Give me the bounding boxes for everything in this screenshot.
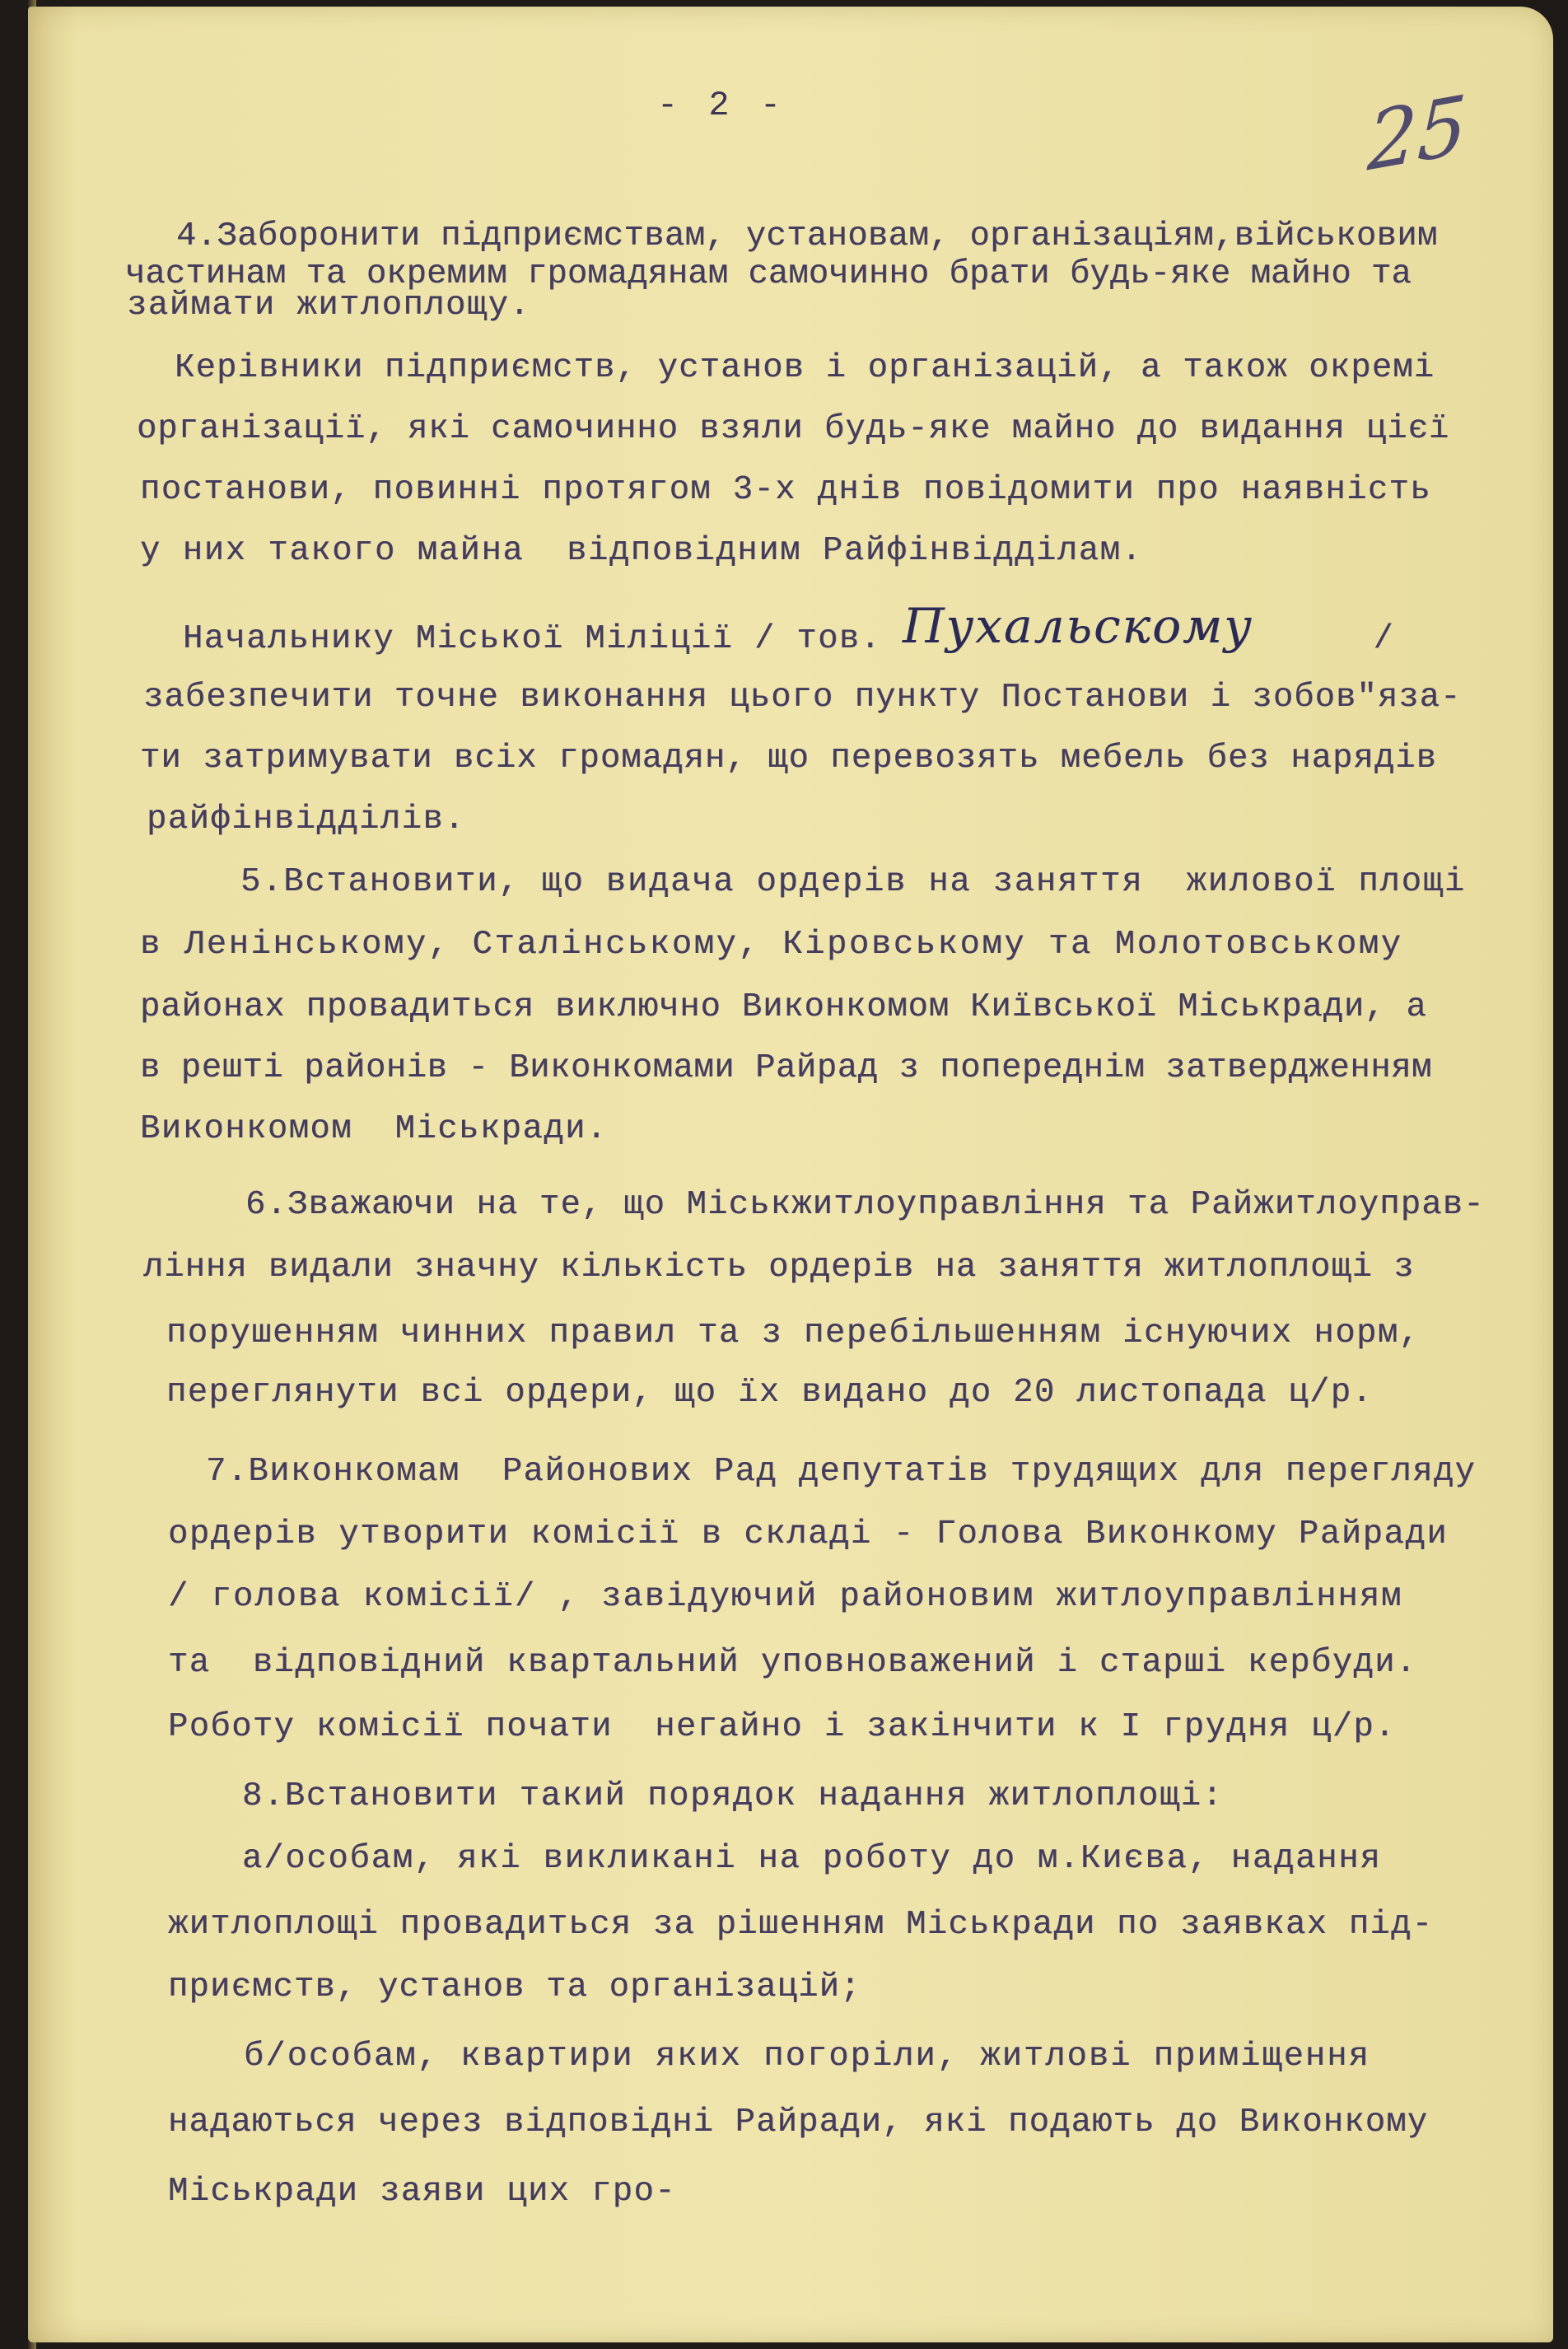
text-line: районах провадиться виключно Виконкомом Київської Міськради, а	[140, 988, 1427, 1026]
text-line: 6.Зважаючи на те, що Міськжитлоуправління та Райжитлоуправ-	[245, 1186, 1485, 1224]
text-line: частинам та окремим громадянам самочинно брати будь-яке майно та	[125, 255, 1412, 293]
text-line: у них такого майна відповідним Райфінвідділам.	[140, 532, 1143, 570]
text-line: 7.Виконкомам Районових Рад депутатів трудящих для перегляду	[206, 1453, 1477, 1491]
text-line: постанови, повинні протягом 3-х днів повідомити про наявність	[140, 471, 1431, 509]
text-line: ти затримувати всіх громадян, що перевозять мебель без нарядів	[140, 740, 1438, 778]
militia-typed-closing: /	[1351, 620, 1395, 658]
text-line: а/особам, які викликані на роботу до м.Києва, надання	[242, 1840, 1382, 1878]
text-line: в решті районів - Виконкомами Райрад з попереднім затвердженням	[140, 1049, 1432, 1087]
handwritten-surname: Пухальскому	[902, 598, 1253, 654]
text-line: та відповідний квартальний уповноважений і старші кербуди.	[168, 1644, 1417, 1682]
text-line: Міськради заяви цих гро-	[168, 2173, 676, 2211]
text-line: забезпечити точне виконання цього пункту Постанови і зобов"яза-	[143, 679, 1462, 717]
document-page	[28, 7, 1553, 2342]
militia-typed-text: Начальнику Міської Міліції / тов.	[183, 620, 903, 658]
text-line: Керівники підприємств, установ і організацій, а також окремі	[175, 349, 1435, 387]
text-line: Роботу комісії почати негайно і закінчити к І грудня ц/р.	[168, 1708, 1396, 1746]
text-line: / голова комісії/ , завідуючий районовим житлоуправлінням	[168, 1578, 1403, 1616]
text-line: Виконкомом Міськради.	[140, 1110, 608, 1148]
text-line: 4.Заборонити підприємствам, установам, організаціям,військовим	[176, 217, 1438, 255]
handwritten-folio-number: 25	[1365, 77, 1469, 189]
text-line: 8.Встановити такий порядок надання житлоплощі:	[242, 1777, 1224, 1815]
page-number: - 2 -	[657, 86, 786, 125]
text-line: 5.Встановити, що видача ордерів на заняття жилової площі	[240, 863, 1466, 901]
text-line: райфінвідділів.	[147, 801, 466, 838]
militia-instruction-line	[183, 598, 1395, 659]
text-line: в Ленінському, Сталінському, Кіровському та Молотовському	[140, 926, 1403, 964]
text-line: порушенням чинних правил та з перебільшенням існуючих норм,	[166, 1315, 1421, 1352]
text-line: переглянути всі ордери, що їх видано до 20 листопада ц/р.	[166, 1374, 1374, 1412]
text-line: б/особам, квартири яких погоріли, житлові приміщення	[244, 2038, 1370, 2076]
text-line: приємств, установ та організацій;	[168, 1968, 861, 2006]
text-line: житлоплощі провадиться за рішенням Міськради по заявках під-	[168, 1906, 1434, 1944]
text-line: надаються через відповідні Райради, які подають до Виконкому	[168, 2104, 1429, 2141]
text-line: займати житлоплощу.	[127, 287, 531, 325]
text-line: організації, які самочинно взяли будь-яке майно до видання цієї	[137, 410, 1450, 448]
text-line: ління видали значну кількість ордерів на заняття житлоплощі з	[143, 1249, 1415, 1287]
text-line: ордерів утворити комісії в складі - Голова Виконкому Райради	[168, 1515, 1449, 1553]
